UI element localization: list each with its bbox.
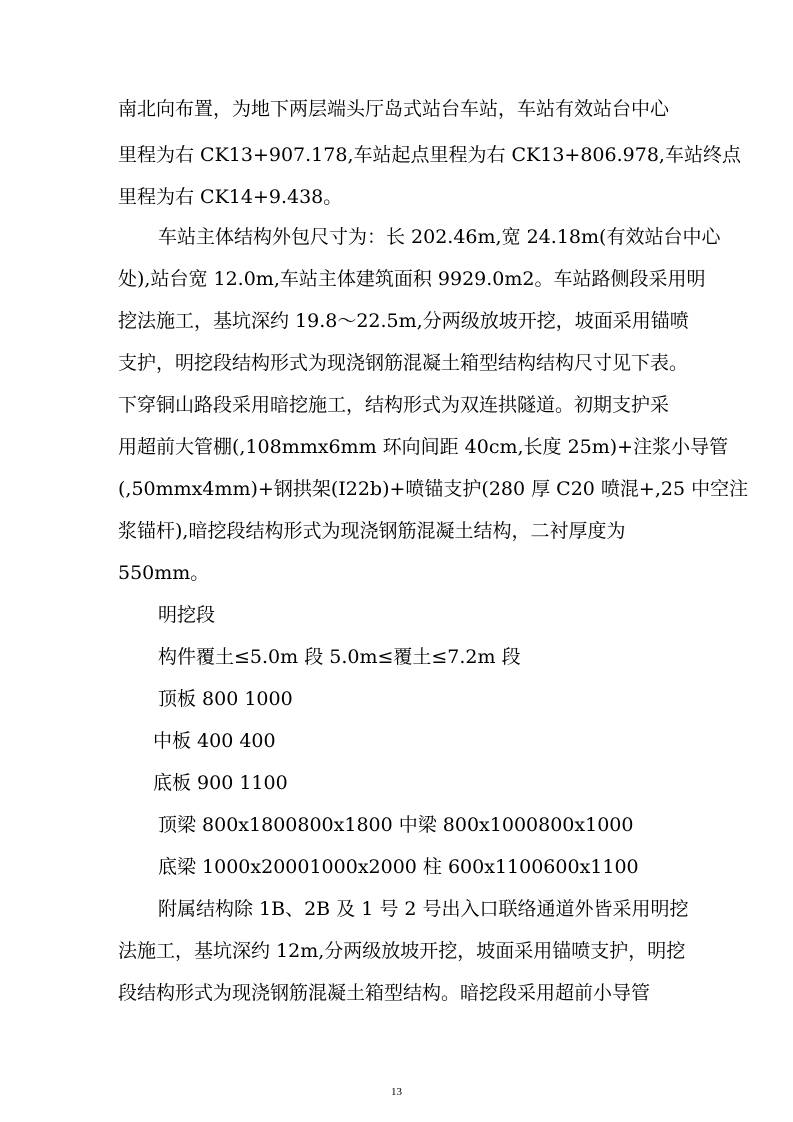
paragraph-line: 用超前大管棚(,108mmx6mm 环向间距 40cm,长度 25m)+注浆小导管 [118,436,729,458]
paragraph-line: 550mm。 [118,562,210,584]
paragraph-line: 支护，明挖段结构形式为现浇钢筋混凝土箱型结构结构尺寸见下表。 [118,352,689,374]
table-row: 中板 400 400 [153,730,276,752]
page-number: 13 [391,1086,402,1098]
table-heading: 明挖段 [158,604,216,626]
paragraph-line: 下穿铜山路段采用暗挖施工，结构形式为双连拱隧道。初期支护采 [118,394,670,416]
paragraph-line: (,50mmx4mm)+钢拱架(I22b)+喷锚支护(280 厚 C20 喷混+,25 中空注 [118,478,749,500]
table-row: 底梁 1000x20001000x2000 柱 600x1100600x1100 [158,856,639,878]
table-row: 顶梁 800x1800800x1800 中梁 800x1000800x1000 [158,814,634,836]
table-row: 底板 900 1100 [153,772,288,794]
table-row: 构件覆土≤5.0m 段 5.0m≤覆土≤7.2m 段 [158,646,521,668]
paragraph-line: 法施工，基坑深约 12m,分两级放坡开挖，坡面采用锚喷支护，明挖 [118,940,686,962]
paragraph-line: 附属结构除 1B、2B 及 1 号 2 号出入口联络通道外皆采用明挖 [158,898,689,920]
paragraph-line: 处),站台宽 12.0m,车站主体建筑面积 9929.0m2。车站路侧段采用明 [118,268,706,290]
paragraph-line: 浆锚杆),暗挖段结构形式为现浇钢筋混凝土结构，二衬厚度为 [118,520,626,542]
paragraph-line: 南北向布置，为地下两层端头厅岛式站台车站，车站有效站台中心 [118,98,670,120]
paragraph-line: 车站主体结构外包尺寸为：长 202.46m,宽 24.18m(有效站台中心 [158,226,721,248]
paragraph-line: 里程为右 CK14+9.438。 [118,186,343,208]
paragraph-line: 挖法施工，基坑深约 19.8～22.5m,分两级放坡开挖，坡面采用锚喷 [118,310,689,332]
paragraph-line: 里程为右 CK13+907.178,车站起点里程为右 CK13+806.978,车站终点 [118,144,741,166]
paragraph-line: 段结构形式为现浇钢筋混凝土箱型结构。暗挖段采用超前小导管 [118,982,651,1004]
table-row: 顶板 800 1000 [158,688,293,710]
